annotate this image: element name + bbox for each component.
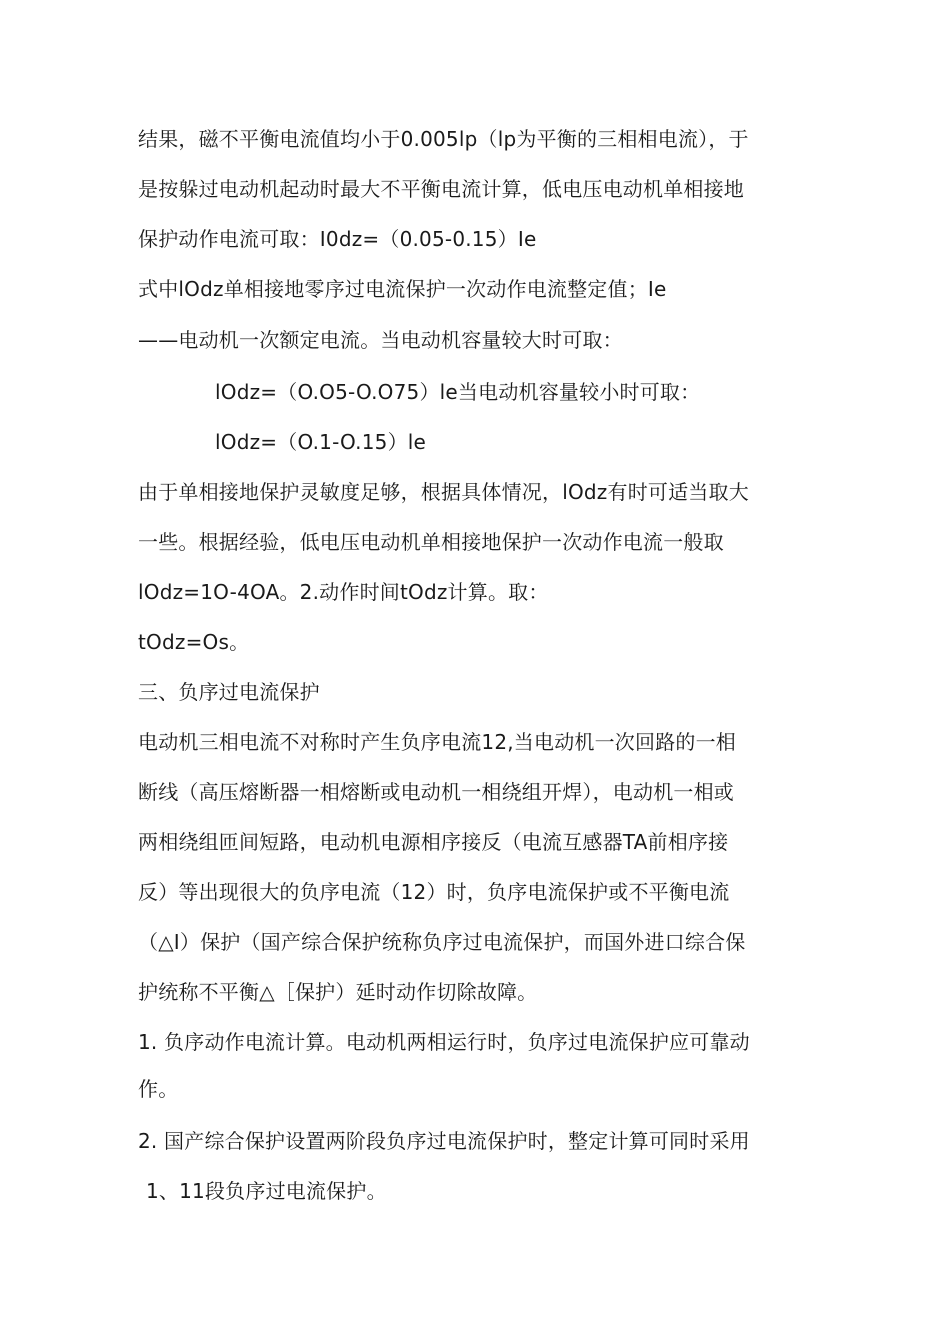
text-line-2: 是按躲过电动机起动时最大不平衡电流计算，低电压电动机单相接地	[138, 177, 744, 201]
text-line-14: 断线（高压熔断器一相熔断或电动机一相绕组开焊），电动机一相或	[138, 780, 734, 804]
text-line-15: 两相绕组匝间短路，电动机电源相序接反（电流互感器TA前相序接	[138, 830, 729, 854]
text-line-4: 式中lOdz单相接地零序过电流保护一次动作电流整定值；Ie	[138, 277, 667, 301]
list-item-1-continued: 作。	[138, 1077, 179, 1101]
text-line-18: 护统称不平衡△［保护）延时动作切除故障。	[138, 980, 538, 1004]
text-line-11: tOdz=Os。	[138, 630, 250, 654]
text-line-13: 电动机三相电流不对称时产生负序电流12,当电动机一次回路的一相	[138, 730, 737, 754]
text-line-8: 由于单相接地保护灵敏度足够，根据具体情况，lOdz有时可适当取大	[138, 480, 749, 504]
section-heading: 三、负序过电流保护	[138, 680, 320, 704]
text-line-10: lOdz=1O-4OA。2.动作时间tOdz计算。取：	[138, 580, 549, 604]
list-item-1: 1. 负序动作电流计算。电动机两相运行时，负序过电流保护应可靠动	[138, 1030, 750, 1054]
text-line-17: （△I）保护（国产综合保护统称负序过电流保护，而国外进口综合保	[138, 930, 746, 954]
list-item-2: 2. 国产综合保护设置两阶段负序过电流保护时，整定计算可同时采用	[138, 1129, 750, 1153]
text-line-3: 保护动作电流可取：I0dz=（0.05-0.15）Ie	[138, 227, 537, 251]
text-line-5: ——电动机一次额定电流。当电动机容量较大时可取：	[138, 328, 623, 352]
formula-line-large-capacity: lOdz=（O.O5-O.O75）le当电动机容量较小时可取：	[215, 380, 701, 404]
text-line-1: 结果，磁不平衡电流值均小于0.005lp（lp为平衡的三相相电流），于	[138, 127, 749, 151]
text-line-16: 反）等出现很大的负序电流（12）时，负序电流保护或不平衡电流	[138, 880, 730, 904]
text-line-9: 一些。根据经验，低电压电动机单相接地保护一次动作电流一般取	[138, 530, 724, 554]
list-item-2-continued: 1、11段负序过电流保护。	[146, 1179, 387, 1203]
formula-line-small-capacity: lOdz=（O.1-O.15）le	[215, 430, 427, 454]
